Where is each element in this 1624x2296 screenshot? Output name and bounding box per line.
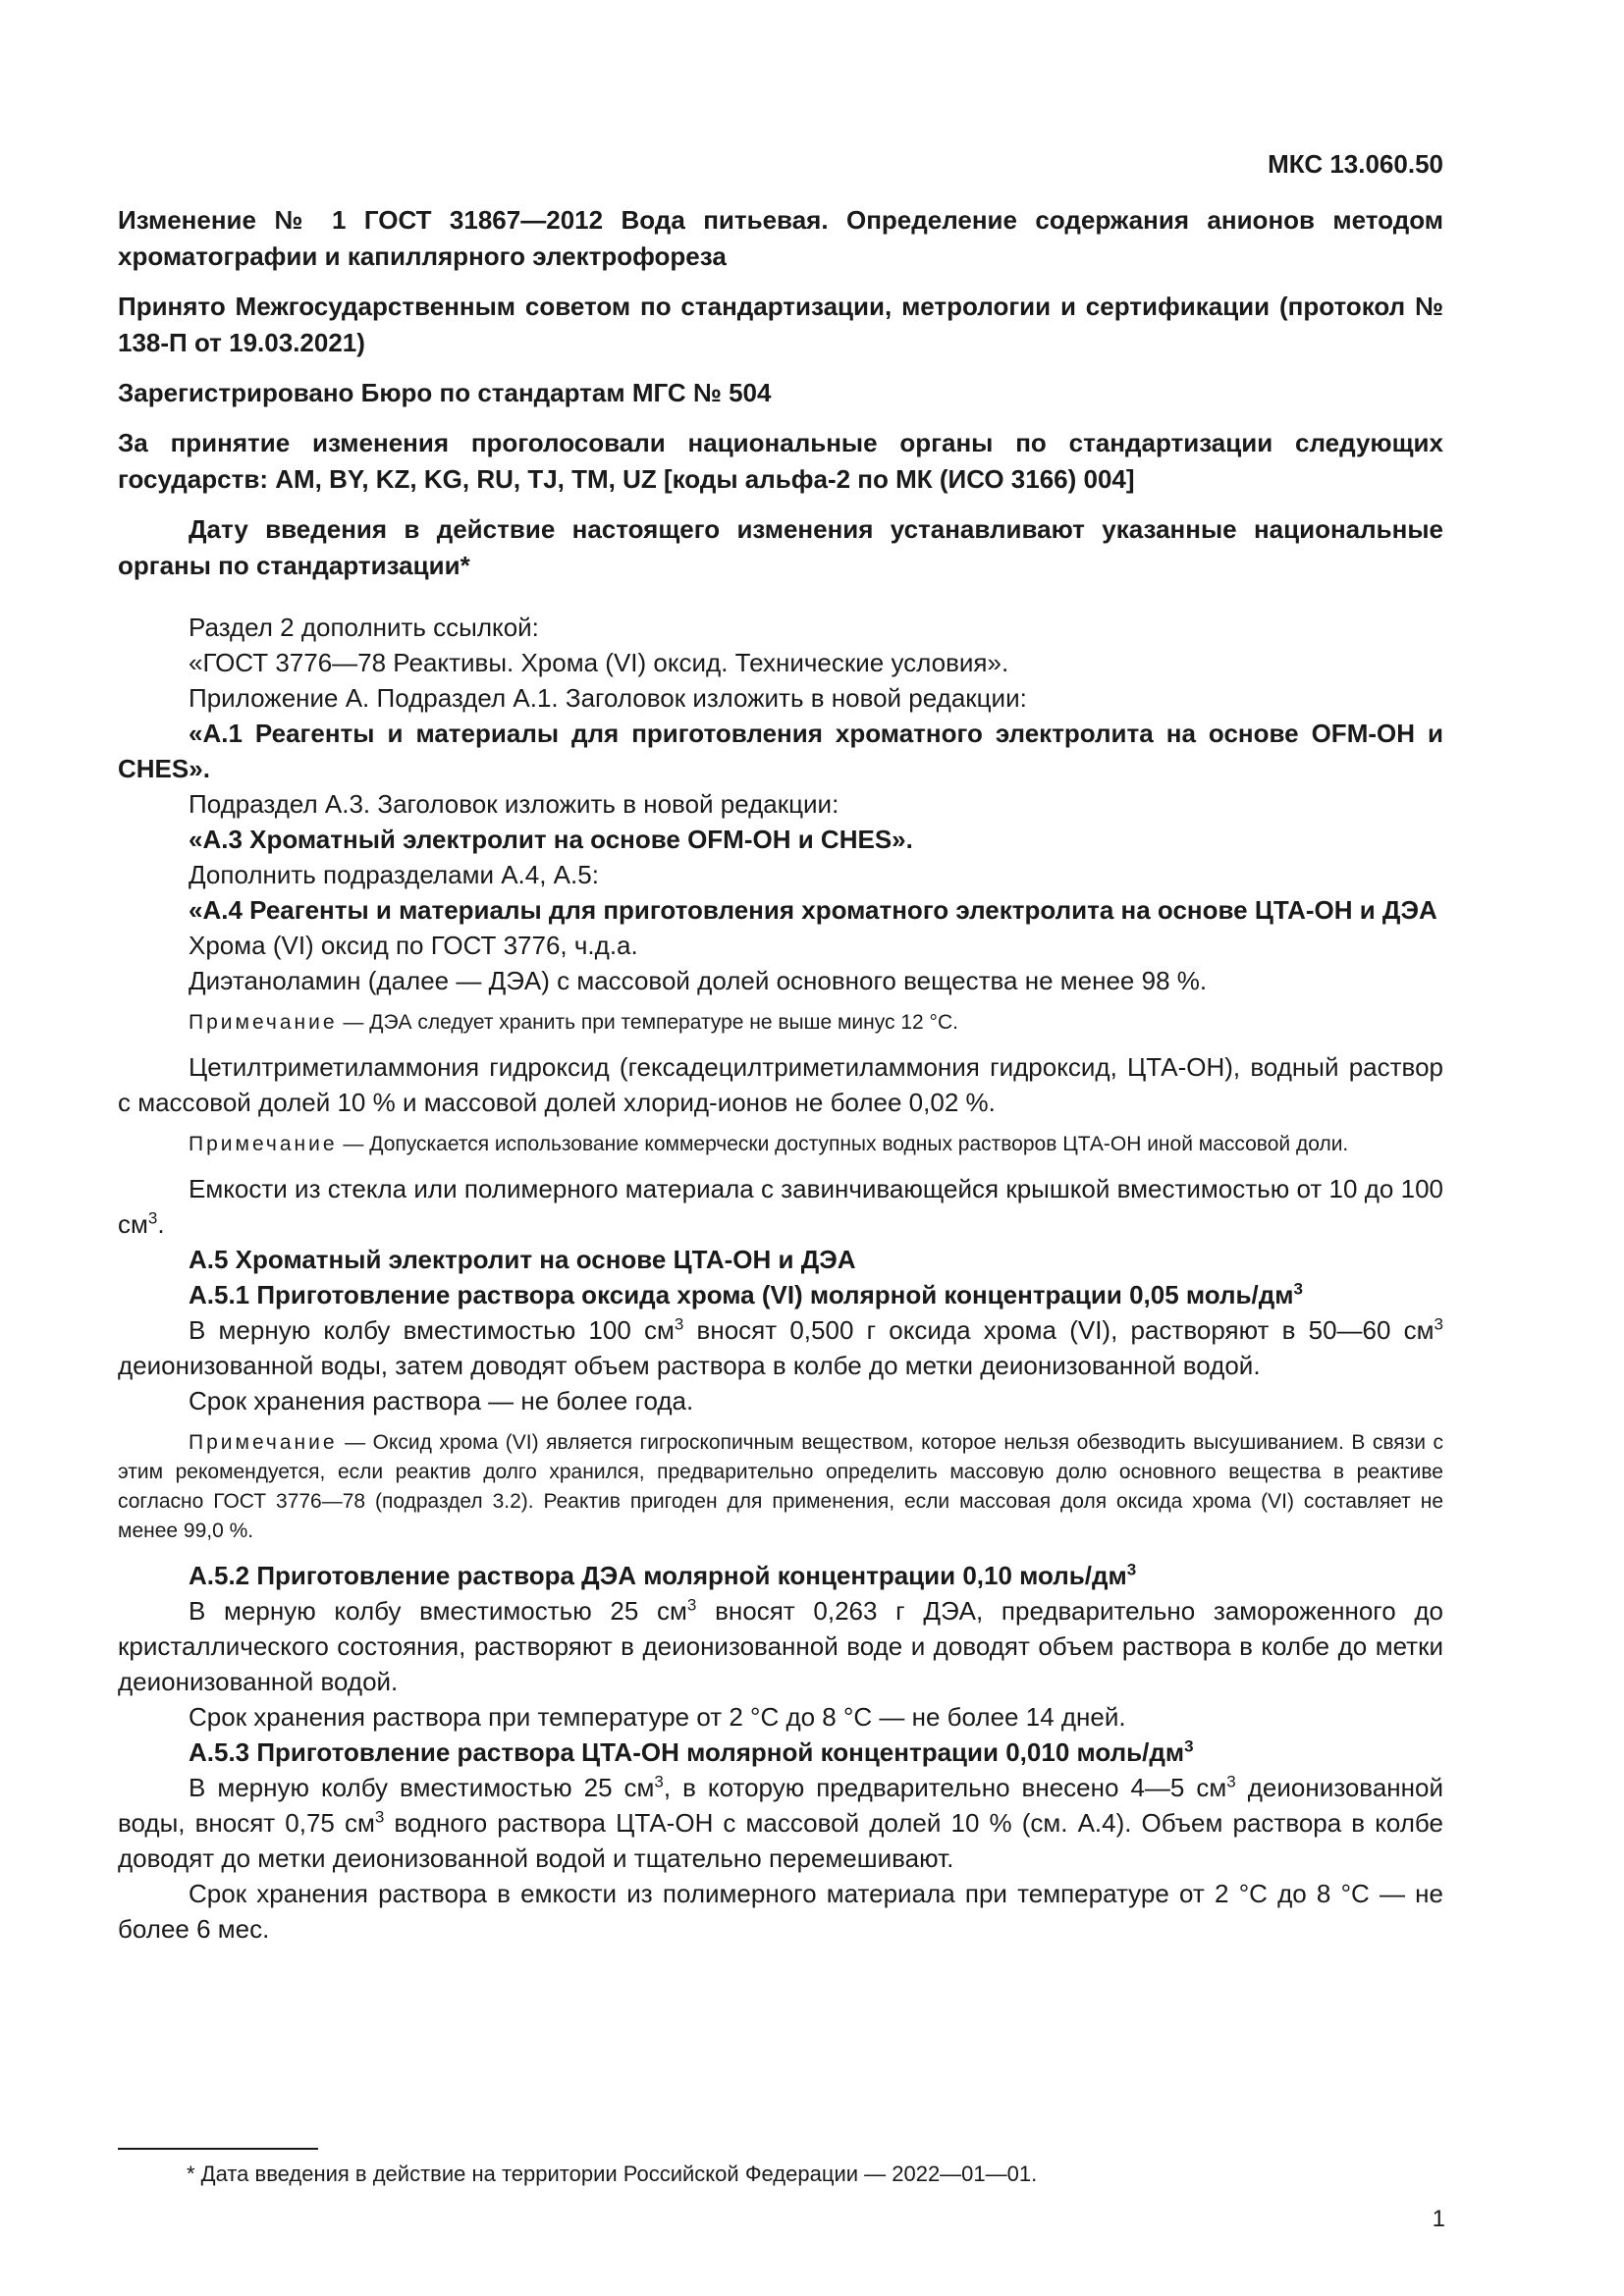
document-page bbox=[118, 147, 1443, 1947]
a52-procedure: В мерную колбу вместимостью 25 $см^3$ вносят 0,263 г ДЭА, предварительно замороженного до кристаллического состояния, растворяют в деионизованной воде и доводят объем раствора в колбе до метки деионизованной водой. bbox=[118, 1595, 1444, 1696]
a51-procedure: В мерную колбу вместимостью 100 $см^3$ вносят 0,500 г оксида хрома (VI), растворяют в 50—60 $см^3$ деионизованной воды, затем доводят объем раствора в колбе до метки деионизованной водой. bbox=[118, 1314, 1443, 1380]
a4-diethanolamine: Диэтаноламин (далее — ДЭА) с массовой долей основного вещества не менее 98 %. bbox=[189, 966, 1208, 995]
amendment-title: Изменение № 1 ГОСТ 31867—2012 Вода питьевая. Определение содержания анионов методом хроматографии и капиллярного электрофореза bbox=[118, 205, 1443, 271]
note-text: — Оксид хрома (VI) является гигроскопичным веществом, которое нельзя обезводить высушиванием. В связи с этим рекомендуется, если реактив долго хранился, предварительно определить массовую долю основного вещества в реактиве согласно ГОСТ 3776—78 (подраздел 3.2). Реактив пригоден для применения, если массовая доля оксида хрома (VI) составляет не менее 99,0 %. bbox=[118, 1431, 1443, 1542]
note-dea-storage bbox=[118, 1008, 1443, 1038]
a53-heading: А.5.3 Приготовление раствора ЦТА-ОН молярной концентрации 0,010 моль/$дм^3$ bbox=[189, 1736, 1194, 1767]
note-text: — Допускается использование коммерчески доступных водных растворов ЦТА-ОН иной массовой доли. bbox=[337, 1133, 1349, 1155]
note-text: — ДЭА следует хранить при температуре не выше минус 12 °С. bbox=[337, 1011, 958, 1034]
section2-reference: «ГОСТ 3776—78 Реактивы. Хрома (VI) оксид. Технические условия». bbox=[189, 648, 1009, 677]
page-number: 1 bbox=[1432, 2206, 1445, 2232]
registered-statement: Зарегистрировано Бюро по стандартам МГС № 504 bbox=[118, 378, 772, 407]
note-label: Примечание bbox=[189, 1011, 338, 1034]
note-commercial-solutions bbox=[118, 1130, 1443, 1159]
note-label: Примечание bbox=[189, 1133, 338, 1155]
note-chromium-oxide bbox=[118, 1428, 1443, 1546]
a52-heading: А.5.2 Приготовление раствора ДЭА молярной концентрации 0,10 моль/$дм^3$ bbox=[189, 1560, 1137, 1590]
a53-procedure: В мерную колбу вместимостью 25 $см^3$, в которую предварительно внесено 4—5 $см^3$ деионизованной воды, вносят 0,75 $см^3$ водного раствора ЦТА-ОН с массовой долей 10 % (см. А.4). Объем раствора в колбе доводят до метки деионизованной водой и тщательно перемешивают. bbox=[118, 1772, 1443, 1873]
a1-heading: «А.1 Реагенты и материалы для приготовления хроматного электролита на основе OFM-OH и CHES». bbox=[118, 719, 1443, 783]
a3-heading: «А.3 Хроматный электролит на основе OFM-OH и CHES». bbox=[189, 825, 913, 854]
effective-date-statement: Дату введения в действие настоящего изменения устанавливают указанные национальные органы по стандартизации* bbox=[118, 514, 1443, 580]
adopted-statement: Принято Межгосударственным советом по стандартизации, метрологии и сертификации (протокол № 138-П от 19.03.2021) bbox=[118, 292, 1443, 357]
a51-shelf-life: Срок хранения раствора — не более года. bbox=[189, 1386, 694, 1415]
mks-code: МКС 13.060.50 bbox=[1268, 149, 1443, 179]
a4-heading: «А.4 Реагенты и материалы для приготовления хроматного электролита на основе ЦТА-ОН и ДЭА bbox=[189, 895, 1437, 925]
a5-heading: А.5 Хроматный электролит на основе ЦТА-ОН и ДЭА bbox=[189, 1245, 856, 1274]
footnote-separator bbox=[118, 2148, 318, 2150]
a4-a5-instruction: Дополнить подразделами А.4, А.5: bbox=[189, 860, 599, 889]
a53-shelf-life: Срок хранения раствора в емкости из полимерного материала при температуре от 2 °С до 8 °С — не более 6 мес. bbox=[118, 1879, 1443, 1944]
a51-heading: А.5.1 Приготовление раствора оксида хрома (VI) молярной концентрации 0,05 моль/$дм^3$ bbox=[189, 1279, 1303, 1309]
voted-statement: За принятие изменения проголосовали национальные органы по стандартизации следующих государств: AM, BY, KZ, KG, RU, TJ, TM, UZ [коды альфа-2 по МК (ИСО 3166) 004] bbox=[118, 428, 1443, 494]
a4-containers: Емкости из стекла или полимерного материала с завинчивающейся крышкой вместимостью от 10 до 100 $см^3$. bbox=[118, 1174, 1443, 1239]
a4-cta-oh: Цетилтриметиламмония гидроксид (гексадецилтриметиламмония гидроксид, ЦТА-ОН), водный раствор с массовой долей 10 % и массовой долей хлорид-ионов не более 0,02 %. bbox=[118, 1052, 1443, 1117]
a3-instruction: Подраздел А.3. Заголовок изложить в новой редакции: bbox=[189, 789, 839, 819]
a52-shelf-life: Срок хранения раствора при температуре от 2 °С до 8 °С — не более 14 дней. bbox=[189, 1702, 1126, 1732]
note-label: Примечание bbox=[189, 1431, 338, 1454]
appendix-a1-instruction: Приложение А. Подраздел А.1. Заголовок изложить в новой редакции: bbox=[189, 683, 1027, 713]
section2-instruction: Раздел 2 дополнить ссылкой: bbox=[189, 613, 539, 642]
footnote: * Дата введения в действие на территории Российской Федерации — 2022—01—01. bbox=[187, 2162, 1038, 2186]
a4-chromium-oxide: Хрома (VI) оксид по ГОСТ 3776, ч.д.а. bbox=[189, 931, 638, 960]
